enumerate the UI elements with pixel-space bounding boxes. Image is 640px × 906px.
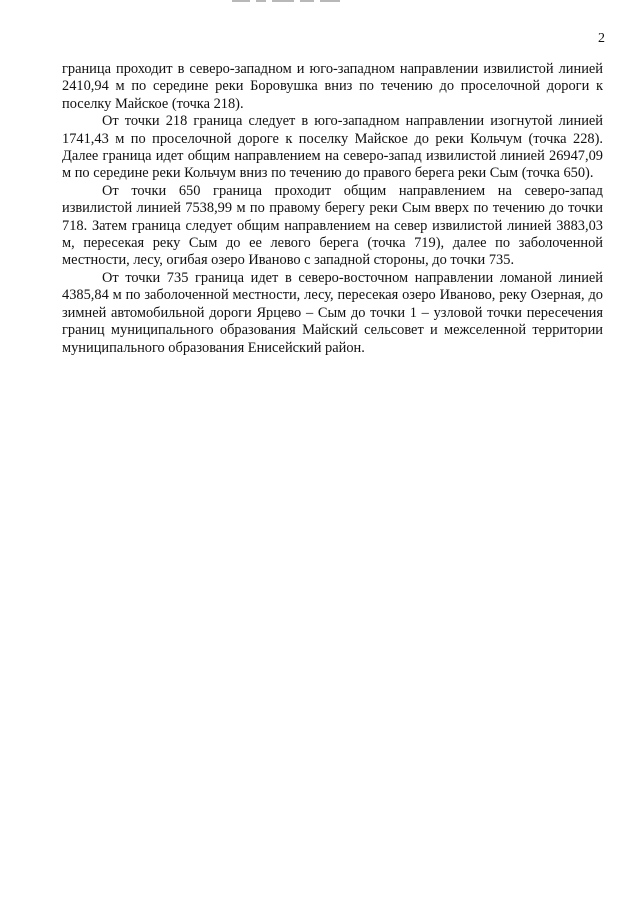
paragraph-3: От точки 650 граница проходит общим направлением на северо-запад извилистой линией 7538,99 м по правому берегу реки Сым вверх по течению до точки 718. Затем граница следует общим направлением на север извилистой линией 3883,03 м, пересекая реку Сым до ее левого берега (точка 719), далее по заболоченной местности, лесу, огибая озеро Иваново с западной стороны, до точки 735. (62, 182, 603, 269)
paragraph-4: От точки 735 граница идет в северо-восточном направлении ломаной линией 4385,84 м по заболоченной местности, лесу, пересекая озеро Иваново, реку Озерная, до зимней автомобильной дороги Ярцево – Сым до точки 1 – узловой точки пересечения границ муниципального образования Майский сельсовет и межселенной территории муниципального образования Енисейский район. (62, 269, 603, 356)
page-number: 2 (598, 31, 605, 46)
paragraph-2: От точки 218 граница следует в юго-западном направлении изогнутой линией 1741,43 м по проселочной дороге к поселку Майское до реки Кольчум (точка 228). Далее граница идет общим направлением на северо-запад извилистой линией 26947,09 м по середине реки Кольчум вниз по течению до правого берега реки Сым (точка 650). (62, 113, 603, 182)
document-body (62, 61, 603, 357)
paragraph-1: граница проходит в северо-западном и юго-западном направлении извилистой линией 2410,94 м по середине реки Боровушка вниз по течению до проселочной дороги к поселку Майское (точка 218). (62, 61, 603, 112)
scan-artifact-marks (232, 0, 342, 3)
